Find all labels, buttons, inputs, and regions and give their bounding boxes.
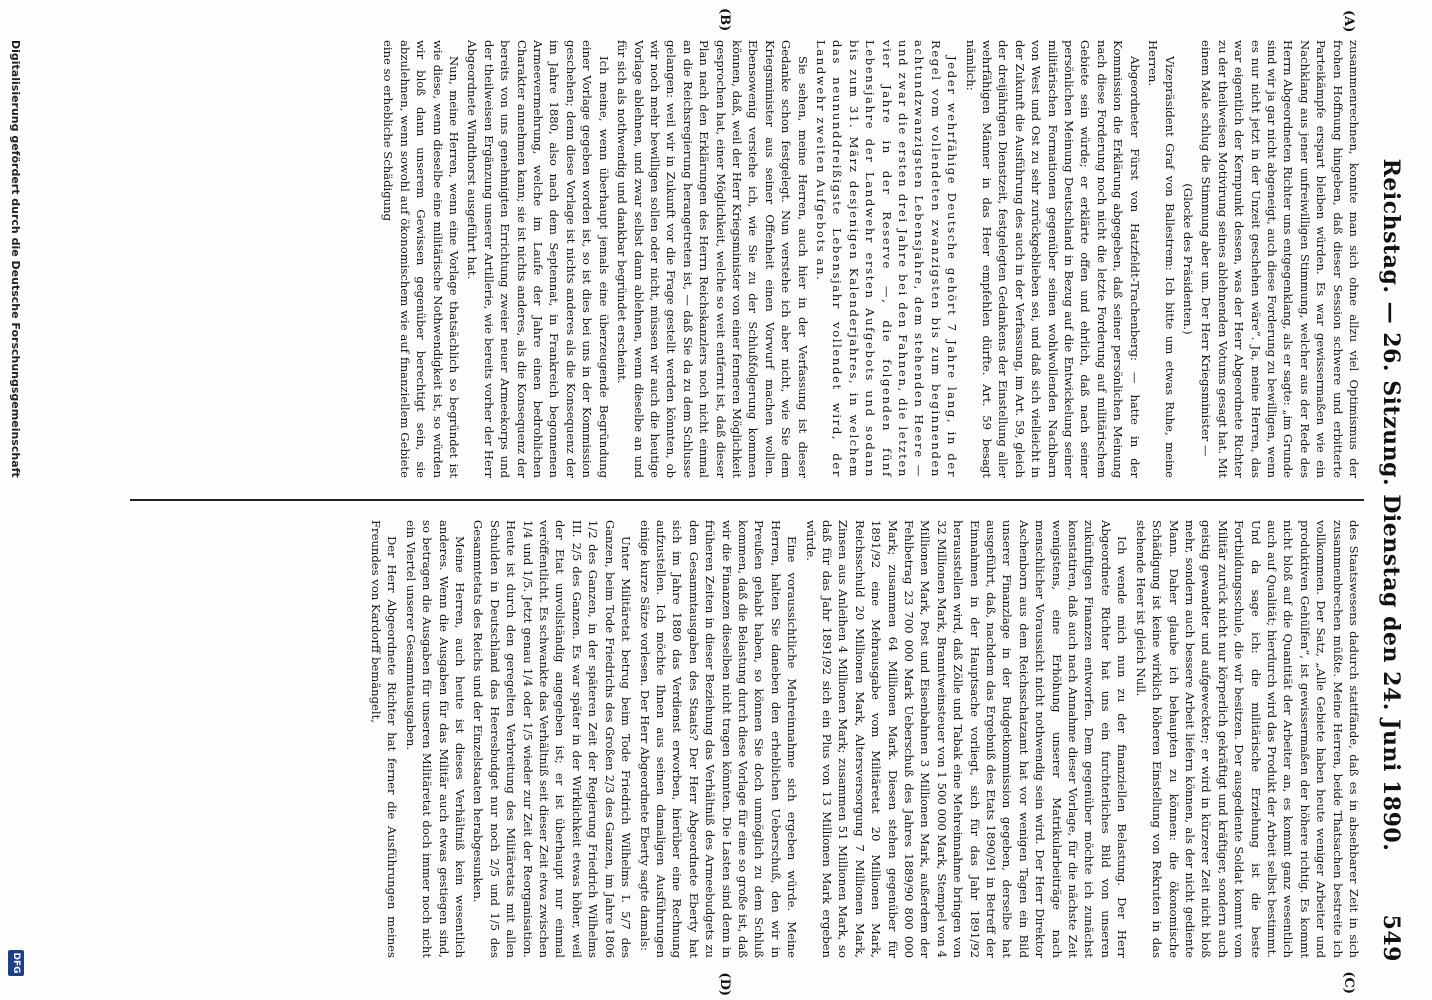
paragraph: Der Herr Abgeordnete Richter hat ferner die Ausführungen meines Freundes von Kardorff bemängelt, bbox=[369, 520, 400, 958]
margin-marker-c: (C) bbox=[1341, 971, 1356, 994]
paragraph-quote: Unter Militäretat betrug beim Tode Friedrich Wilhelms I. 5/7 des Ganzen, beim Tode Friedrichs des Großen 2/3 des Ganzen, im Jahre 1806 1/2 des Ganzen, in der späteren Zeit der Regierung Friedrich Wilhelms III. 2/5 des Ganzen. Es war später in der Wirklichkeit etwas höher, weil der Etat unvollständig angegeben ist; er ist überhaupt nur einmal veröffentlicht. Es schwankte das Verhältniß seit dieser Zeit etwa zwischen 1/4 und 1/5. Jetzt genau 1/4 oder 1/5 wieder zur Zeit der Reorganisation. Heute ist durch den geregelten Verbreitung des Militäretats mit allen Schulden in Deutschland das Heeresbudget nur noch 2/5 und 1/5 des Gesammtetats des Reichs und der Einzelstaaten herabgesunken. bbox=[471, 520, 634, 958]
paragraph: Eine voraussichtliche Mehreinnahme sich ergeben würde. Meine Herren, halten Sie daneben den erheblichen Ueberschuß, den wir in Preußen gehabt haben, so können Sie doch unmöglich zu dem Schluß kommen, daß die Belastung durch diese Vorlage für eine so große ist, daß wir die Finanzen dieselben nicht tragen könnten. Die Lasten sind denn in früheren Zeiten in dieser Beziehung das Verhältniß des Armeebudgets zu dem Gesammtausgaben des Staats? Der Herr Abgeordnete Eberty hat sich im Jahre 1880 das Verdienst erworben, hierüber eine Rechnung aufzustellen. Ich möchte Ihnen aus seinen damaligen Ausführungen einige kurze Sätze vorlesen. Der Herr Abgeordnete Eberty sagte damals: bbox=[637, 520, 800, 958]
margin-marker-a: (A) bbox=[1341, 10, 1356, 33]
paragraph: Sie sehen, meine Herren, auch hier in der Verfassung ist dieser Gedanke schon festgelegt. Nun verstehe ich aber nicht, wie Sie dem Kriegsminister aus seiner Offenheit einen Vorwurf machen wollen. Ebensowenig verstehe ich, wie Sie zu der Schlußfolgerung kommen können, daß, weil der Herr Kriegsminister von einer ferneren Möglichkeit gesprochen hat, einer Möglichkeit, welche so weit entfernt ist, daß dieser Plan nach den Erklärungen des Herrn Reichskanzlers noch nicht einmal an die Reichsregierung herangetreten ist, — daß Sie da zu dem Schlusse gelangen: weil wir in Zukunft vor die Frage gestellt werden könnten, ob wir noch mehr bewilligen sollen oder nicht, müssen wir auch die heutige Vorlage ablehnen, und zwar selbst dann ablehnen, wenn dieselbe an und für sich als nothwendig und dankbar begründet erscheint. bbox=[615, 40, 810, 478]
paragraph-speaker: Abgeordneter Fürst von Hatzfeldt-Trachenberg: — hatte in der Kommission die Erklärung abgegeben, daß seiner persönlichen Meinung nach diese Forderung noch nicht die letzte Forderung auf militärischem Gebiete sein würde; er erklärte offen und ehrlich, daß nach seiner persönlichen Meinung Deutschland in Bezug auf die Entwickelung seiner militärischen Formationen gegenüber seinen wohlwollenden Nachbarn von West und Ost zu sehr zurückgeblieben sei, und daß sich vielleicht in der Zukunft die Ausführung des auch in der Verfassung, im Art. 59, gleich der dreijährigen Dienstzeit, festgelegten Gedankens der Einstellung aller wehrfähigen Männer in das Heer empfehlen dürfte. Art. 59 besagt nämlich: bbox=[963, 40, 1142, 478]
funding-note: Digitalisierung gefördert durch die Deutsche Forschungsgemeinschaft bbox=[9, 40, 22, 478]
paragraph: Nun, meine Herren, wenn eine Vorlage thatsächlich so begründet ist wie diese, wenn dieselbe eine militärische Nothwendigkeit ist, so würden wir bloß dann unserem Gewissen gegenüber berechtigt sein, sie abzulehnen, wenn sowohl auf ökonomischem wie auf finanziellem Gebiete eine so erhebliche Schädigung bbox=[381, 40, 462, 478]
running-title: Reichstag. — 26. Sitzung. Dienstag den 24. Juni 1890. bbox=[1378, 158, 1404, 852]
margin-marker-d: (D) bbox=[717, 972, 732, 996]
footer bbox=[4, 0, 26, 1000]
paragraph-article-59: Jeder wehrfähige Deutsche gehört 7 Jahre lang, in der Regel vom vollendeten zwanzigsten bis zum beginnenden achtundzwanzigsten Lebensjahre, dem stehenden Heere — und zwar die ersten drei Jahre bei den Fahnen, die letzten vier Jahre in der Reserve —, die folgenden fünf Lebensjahre der Landwehr ersten Aufgebots und sodann bis zum 31. März desjenigen Kalenderjahres, in welchem das neununddreißigste Lebensjahr vollendet wird, der Landwehr zweiten Aufgebots an. bbox=[814, 40, 960, 478]
paragraph-bell: (Glocke des Präsidenten.) bbox=[1180, 183, 1195, 335]
paragraph: zusammenrechnen, konnte man sich ohne allzu viel Optimismus der frohen Hoffnung hingeben, daß dieser Session schwere und erbitterte Parteikämpfe erspart bleiben würden. Es war gewissermaßen wie ein Nachklang aus jener unfreiwilligen Stimmung, welcher aus der Rede des Herrn Abgeordneten Richter uns entgegenklang, als er sagte: „im Grunde sind wir ja gar nicht abgeneigt, auch diese Forderung zu bewilligen, wenn es nur nicht jetzt in der Unzeit geschehen wäre“. Ja, meine Herren, das war eigentlich der Kernpunkt dessen, was der Herr Abgeordnete Richter zu der theilweisen Motivirung seines ablehnenden Votums gesagt hat. Mit einem Male schlug die Stimmung aber um. Der Herr Kriegsminister — bbox=[1199, 40, 1361, 478]
margin-marker-b: (B) bbox=[717, 8, 732, 32]
dfg-logo-icon: DFG bbox=[8, 950, 24, 976]
paragraph: Meine Herren, auch heute ist dieses Verhältniß kein wesentlich anderes. Wenn die Ausgaben für das Militär auch etwas gestiegen sind, so betragen die Ausgaben für unseren Militäretat doch immer noch nicht ein Viertel unserer Gesammtausgaben. bbox=[403, 520, 468, 958]
right-column bbox=[130, 520, 1362, 958]
page-header bbox=[1374, 40, 1414, 970]
column-divider bbox=[130, 499, 1364, 501]
left-column bbox=[130, 40, 1362, 478]
paragraph: des Staatswesens dadurch stattfände, daß es in absehbarer Zeit in sich zusammenbrechen müßte. Meine Herren, beide Thatsachen bestreite ich vollkommen. Der Satz, „Alle Gebiete haben heute weniger Arbeiter und produktiven Gehülfen“, ist gewissermaßen der höhere richtig. Es kommt nicht bloß auf die Quantität der Arbeiter an, es kommt ganz wesentlich auch auf Qualität; hierdurch wird das Produkt der Arbeit selbst bestimmt. Und da sage ich: die militärische Erziehung ist die beste Fortbildungsschule, die wir besitzen. Der ausgediente Soldat kommt vom Militär zurück nicht nur körperlich gekräftigt und kräftiger, sondern auch geistig gewandter und aufgeweckter; er wird in kürzerer Zeit nicht bloß mehr, sondern auch bessere Arbeit liefern können, als der nicht gediente Mann. Daher glaube ich behaupten zu können: die ökonomische Schädigung ist keine wirklich höheren Einstellung von Rekruten in das stehende Heer ist gleich Null. bbox=[1133, 520, 1361, 958]
paragraph: Ich wende mich nun zu der finanziellen Belastung. Der Herr Abgeordnete Richter hat uns ein furchterliches Bild von unseren zukünftigen Finanzen entworfen. Dem gegenüber möchte ich zunächst konstatiren, daß auch nach Annahme dieser Vorlage, für die nächste Zeit wenigstens, eine Erhöhung unserer Matrikularbeiträge nach menschlicher Voraussicht nicht nothwendig sein wird. Der Herr Direktor Aschenborn aus dem Reichsschatzamt hat vor wenigen Tagen ein Bild unserer Finanzlage in der Budgetkommission gegeben, derselbe hat ausgeführt, daß, nachdem das Ergebniß des Etats 1890/91 in Betreff der Einnahmen in der Hauptsache vorliegt, sich für das Jahr 1891/92 herausstellen wird, daß Zölle und Tabak eine Mehreinnahme bringen von 32 Millionen Mark, Branntweinsteuer von 1 500 000 Mark, Stempel von 4 Millionen Mark, Post und Eisenbahnen 3 Millionen Mark, außerdem der Fehlbetrag 23 700 000 Mark Ueberschuß des Jahres 1889/90 800 000 Mark; zusammen 64 Millionen Mark. Diesen stehen gegenüber für 1891/92 eine Mehrausgabe vom Militäretat 20 Millionen Mark, Reichsschuld 20 Millionen Mark, Altersversorgung 7 Millionen Mark, Zinsen aus Anleihen 4 Millionen Mark; zusammen 51 Millionen Mark, so daß für das Jahr 1891/92 sich ein Plus von 13 Millionen Mark ergeben würde. bbox=[803, 520, 1130, 958]
paragraph-vice-president: Vizepräsident Graf von Ballestrem: Ich bitte um etwas Ruhe, meine Herren. bbox=[1146, 40, 1177, 478]
page-number: 549 bbox=[1378, 914, 1404, 962]
paragraph: Ich meine, wenn überhaupt jemals eine überzeugende Begründung einer Vorlage gegeben worden ist, so ist dies bei uns in der Kommission geschehen; denn diese Vorlage ist nichts anderes als die Konsequenz der im Jahre 1880, also nach dem Septennat, in Frankreich begonnenen Armeevermehrung, welche im Laufe der Jahre einen bedrohlichen Charakter annehmen kann; sie ist nichts anderes, als die Konsequenz der bereits von uns genehmigten Errichtung zweier neuer Armeekorps und der theilweisen Ergänzung unserer Artillerie, wie bereits vorher der Herr Abgeordnete Windthorst ausgeführt hat. bbox=[465, 40, 611, 478]
